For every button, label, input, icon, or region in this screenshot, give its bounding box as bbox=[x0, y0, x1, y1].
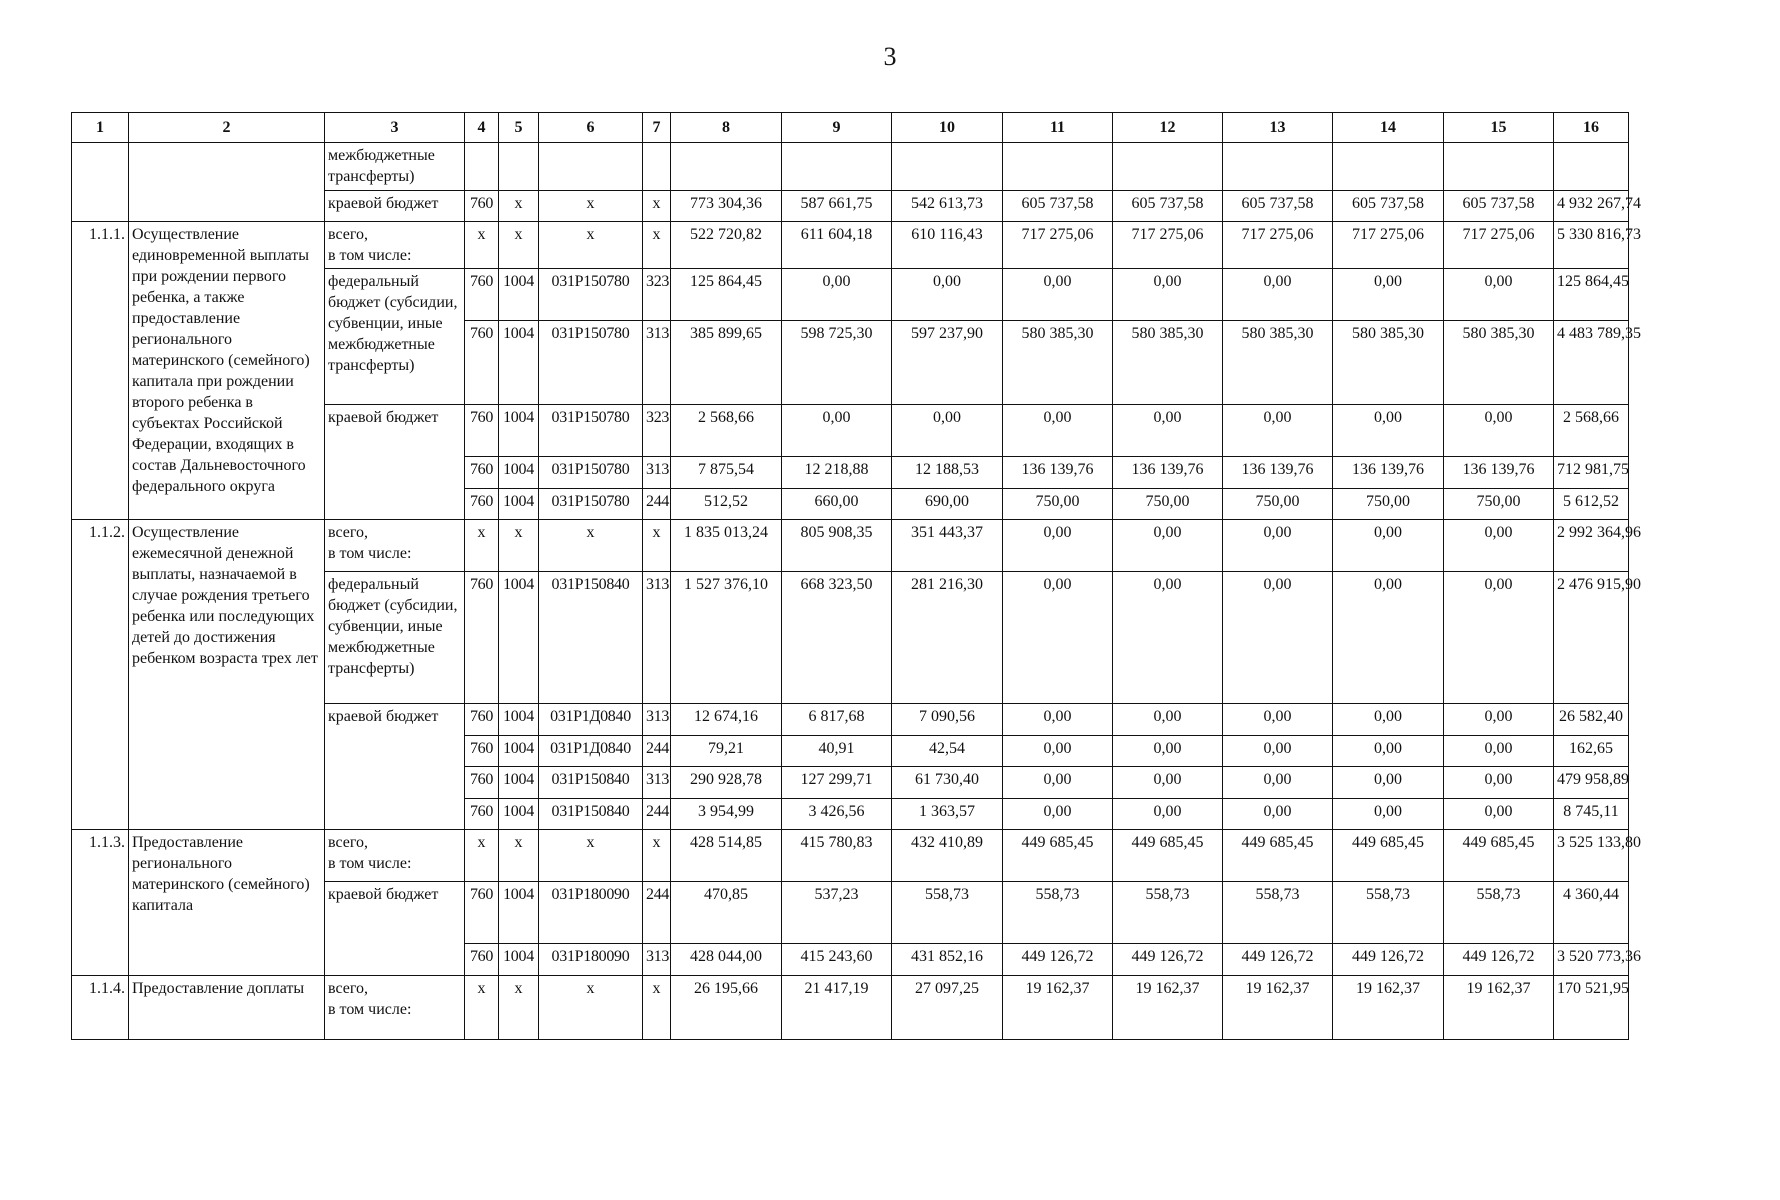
value-cell: 0,00 bbox=[1223, 269, 1333, 321]
value-cell: 313 bbox=[643, 944, 671, 976]
value-cell: 750,00 bbox=[1444, 489, 1554, 520]
value-cell: 1 363,57 bbox=[892, 799, 1003, 830]
value-cell: 0,00 bbox=[1223, 799, 1333, 830]
value-cell: 4 932 267,74 bbox=[1554, 191, 1629, 222]
value-cell: 580 385,30 bbox=[1223, 321, 1333, 405]
source-label: краевой бюджет bbox=[325, 882, 465, 976]
value-cell: 385 899,65 bbox=[671, 321, 782, 405]
col-header: 12 bbox=[1113, 113, 1223, 143]
value-cell: 522 720,82 bbox=[671, 222, 782, 269]
value-cell: 136 139,76 bbox=[1333, 457, 1444, 489]
col-header: 3 bbox=[325, 113, 465, 143]
total-label: всего, bbox=[328, 834, 369, 851]
value-cell: 0,00 bbox=[1223, 704, 1333, 736]
value-cell: 290 928,78 bbox=[671, 767, 782, 799]
value-cell: 244 bbox=[643, 736, 671, 767]
source-label bbox=[325, 976, 465, 1040]
value-cell: 0,00 bbox=[1113, 704, 1223, 736]
value-cell: 542 613,73 bbox=[892, 191, 1003, 222]
value-cell: 3 954,99 bbox=[671, 799, 782, 830]
value-cell: 0,00 bbox=[1223, 736, 1333, 767]
value-cell: 031P150840 bbox=[539, 767, 643, 799]
value-cell: 0,00 bbox=[1003, 736, 1113, 767]
value-cell: 031P150840 bbox=[539, 572, 643, 704]
value-cell: 8 745,11 bbox=[1554, 799, 1629, 830]
value-cell: 1004 bbox=[499, 944, 539, 976]
item-number: 1.1.2. bbox=[72, 520, 129, 830]
value-cell: 031P150780 bbox=[539, 489, 643, 520]
value-cell: 558,73 bbox=[1113, 882, 1223, 944]
value-cell: 750,00 bbox=[1113, 489, 1223, 520]
col-header: 15 bbox=[1444, 113, 1554, 143]
empty-cell bbox=[129, 143, 325, 222]
value-cell: 580 385,30 bbox=[1003, 321, 1113, 405]
value-cell: x bbox=[499, 520, 539, 572]
value-cell: 1 835 013,24 bbox=[671, 520, 782, 572]
value-cell: 1004 bbox=[499, 736, 539, 767]
value-cell: 470,85 bbox=[671, 882, 782, 944]
value-cell: 760 bbox=[465, 944, 499, 976]
value-cell: 0,00 bbox=[1113, 767, 1223, 799]
empty-cell bbox=[1223, 143, 1333, 191]
value-cell: x bbox=[539, 222, 643, 269]
item-name: Осуществление единовременной выплаты при рождении первого ребенка, а также предоставление регионального материнского (семейного) капитала при рождении второго ребенка в субъектах Российской Федерации, входящих в состав Дальневосточного федерального округа bbox=[129, 222, 325, 520]
value-cell: 0,00 bbox=[1113, 799, 1223, 830]
value-cell: 558,73 bbox=[1223, 882, 1333, 944]
value-cell: 136 139,76 bbox=[1223, 457, 1333, 489]
value-cell: 281 216,30 bbox=[892, 572, 1003, 704]
value-cell: 21 417,19 bbox=[782, 976, 892, 1040]
value-cell: x bbox=[539, 976, 643, 1040]
value-cell: 1004 bbox=[499, 572, 539, 704]
value-cell: 313 bbox=[643, 767, 671, 799]
value-cell: 0,00 bbox=[782, 405, 892, 457]
value-cell: 0,00 bbox=[1333, 405, 1444, 457]
empty-cell bbox=[892, 143, 1003, 191]
value-cell: 605 737,58 bbox=[1333, 191, 1444, 222]
value-cell: 760 bbox=[465, 321, 499, 405]
value-cell: 031P150780 bbox=[539, 269, 643, 321]
value-cell: 1004 bbox=[499, 767, 539, 799]
empty-cell bbox=[539, 143, 643, 191]
value-cell: 760 bbox=[465, 767, 499, 799]
value-cell: 136 139,76 bbox=[1003, 457, 1113, 489]
value-cell: 2 476 915,90 bbox=[1554, 572, 1629, 704]
value-cell: 717 275,06 bbox=[1113, 222, 1223, 269]
source-label: межбюджетные трансферты) bbox=[325, 143, 465, 191]
value-cell: x bbox=[539, 830, 643, 882]
value-cell: 580 385,30 bbox=[1333, 321, 1444, 405]
value-cell: 244 bbox=[643, 882, 671, 944]
value-cell: 323 bbox=[643, 269, 671, 321]
value-cell: x bbox=[499, 976, 539, 1040]
value-cell: 760 bbox=[465, 191, 499, 222]
value-cell: 244 bbox=[643, 799, 671, 830]
value-cell: 0,00 bbox=[892, 269, 1003, 321]
value-cell: 27 097,25 bbox=[892, 976, 1003, 1040]
empty-cell bbox=[465, 143, 499, 191]
empty-cell bbox=[1444, 143, 1554, 191]
value-cell: 031P150840 bbox=[539, 799, 643, 830]
value-cell: 125 864,45 bbox=[671, 269, 782, 321]
value-cell: 750,00 bbox=[1003, 489, 1113, 520]
value-cell: 5 612,52 bbox=[1554, 489, 1629, 520]
value-cell: 4 483 789,35 bbox=[1554, 321, 1629, 405]
including-label: в том числе: bbox=[328, 545, 412, 562]
header-row bbox=[72, 113, 1629, 143]
value-cell: 449 685,45 bbox=[1113, 830, 1223, 882]
value-cell: 1004 bbox=[499, 457, 539, 489]
value-cell: 668 323,50 bbox=[782, 572, 892, 704]
value-cell: 19 162,37 bbox=[1003, 976, 1113, 1040]
value-cell: 449 126,72 bbox=[1003, 944, 1113, 976]
value-cell: 610 116,43 bbox=[892, 222, 1003, 269]
value-cell: 0,00 bbox=[1444, 520, 1554, 572]
value-cell: 19 162,37 bbox=[1444, 976, 1554, 1040]
value-cell: 690,00 bbox=[892, 489, 1003, 520]
value-cell: 605 737,58 bbox=[1113, 191, 1223, 222]
value-cell: x bbox=[643, 191, 671, 222]
empty-cell bbox=[1554, 143, 1629, 191]
page-number: 3 bbox=[883, 42, 897, 71]
value-cell: 313 bbox=[643, 572, 671, 704]
value-cell: 0,00 bbox=[1333, 269, 1444, 321]
source-label bbox=[325, 520, 465, 572]
value-cell: 323 bbox=[643, 405, 671, 457]
value-cell: 558,73 bbox=[892, 882, 1003, 944]
value-cell: 558,73 bbox=[1003, 882, 1113, 944]
value-cell: 415 780,83 bbox=[782, 830, 892, 882]
budget-table bbox=[71, 112, 1641, 1040]
col-header: 7 bbox=[643, 113, 671, 143]
col-header: 2 bbox=[129, 113, 325, 143]
col-header: 11 bbox=[1003, 113, 1113, 143]
value-cell: 0,00 bbox=[1003, 767, 1113, 799]
table-row bbox=[72, 222, 1629, 269]
value-cell: 0,00 bbox=[1003, 572, 1113, 704]
value-cell: 0,00 bbox=[1113, 405, 1223, 457]
value-cell: 580 385,30 bbox=[1444, 321, 1554, 405]
value-cell: 580 385,30 bbox=[1113, 321, 1223, 405]
total-label: всего, bbox=[328, 980, 369, 997]
value-cell: 12 188,53 bbox=[892, 457, 1003, 489]
value-cell: 031P180090 bbox=[539, 882, 643, 944]
value-cell: 351 443,37 bbox=[892, 520, 1003, 572]
value-cell: 0,00 bbox=[1003, 520, 1113, 572]
empty-cell bbox=[671, 143, 782, 191]
value-cell: 031P180090 bbox=[539, 944, 643, 976]
value-cell: 760 bbox=[465, 882, 499, 944]
value-cell: 7 875,54 bbox=[671, 457, 782, 489]
value-cell: 12 218,88 bbox=[782, 457, 892, 489]
table-row bbox=[72, 520, 1629, 572]
value-cell: 449 126,72 bbox=[1223, 944, 1333, 976]
empty-cell bbox=[782, 143, 892, 191]
value-cell: 4 360,44 bbox=[1554, 882, 1629, 944]
col-header: 8 bbox=[671, 113, 782, 143]
value-cell: 449 126,72 bbox=[1333, 944, 1444, 976]
source-label bbox=[325, 830, 465, 882]
value-cell: 760 bbox=[465, 799, 499, 830]
value-cell: 537,23 bbox=[782, 882, 892, 944]
value-cell: 1004 bbox=[499, 704, 539, 736]
value-cell: 0,00 bbox=[892, 405, 1003, 457]
value-cell: 760 bbox=[465, 405, 499, 457]
value-cell: 031P1Д0840 bbox=[539, 704, 643, 736]
value-cell: x bbox=[643, 520, 671, 572]
value-cell: 1004 bbox=[499, 799, 539, 830]
value-cell: 0,00 bbox=[1223, 572, 1333, 704]
col-header: 13 bbox=[1223, 113, 1333, 143]
source-label: краевой бюджет bbox=[325, 704, 465, 830]
value-cell: 3 525 133,80 bbox=[1554, 830, 1629, 882]
col-header: 9 bbox=[782, 113, 892, 143]
col-header: 4 bbox=[465, 113, 499, 143]
value-cell: 0,00 bbox=[1223, 767, 1333, 799]
total-label: всего, bbox=[328, 226, 369, 243]
value-cell: 127 299,71 bbox=[782, 767, 892, 799]
value-cell: 0,00 bbox=[1223, 520, 1333, 572]
value-cell: 0,00 bbox=[1333, 572, 1444, 704]
table-row bbox=[72, 976, 1629, 1040]
value-cell: 449 685,45 bbox=[1444, 830, 1554, 882]
source-label: краевой бюджет bbox=[325, 191, 465, 222]
value-cell: 558,73 bbox=[1444, 882, 1554, 944]
value-cell: 031P150780 bbox=[539, 457, 643, 489]
value-cell: 313 bbox=[643, 457, 671, 489]
value-cell: x bbox=[643, 976, 671, 1040]
col-header: 5 bbox=[499, 113, 539, 143]
value-cell: 660,00 bbox=[782, 489, 892, 520]
value-cell: 26 582,40 bbox=[1554, 704, 1629, 736]
value-cell: 0,00 bbox=[1444, 704, 1554, 736]
value-cell: 760 bbox=[465, 457, 499, 489]
item-number: 1.1.4. bbox=[72, 976, 129, 1040]
value-cell: 760 bbox=[465, 704, 499, 736]
value-cell: 0,00 bbox=[1333, 704, 1444, 736]
value-cell: 750,00 bbox=[1333, 489, 1444, 520]
empty-cell bbox=[643, 143, 671, 191]
value-cell: 587 661,75 bbox=[782, 191, 892, 222]
value-cell: 0,00 bbox=[1444, 767, 1554, 799]
empty-cell bbox=[1333, 143, 1444, 191]
value-cell: x bbox=[465, 976, 499, 1040]
value-cell: 0,00 bbox=[1113, 269, 1223, 321]
source-label: федеральный бюджет (субсидии, субвенции, иные межбюджетные трансферты) bbox=[325, 269, 465, 405]
value-cell: 136 139,76 bbox=[1113, 457, 1223, 489]
value-cell: 1004 bbox=[499, 489, 539, 520]
total-label: всего, bbox=[328, 524, 369, 541]
value-cell: 558,73 bbox=[1333, 882, 1444, 944]
value-cell: 605 737,58 bbox=[1223, 191, 1333, 222]
value-cell: 0,00 bbox=[1113, 572, 1223, 704]
value-cell: 717 275,06 bbox=[1444, 222, 1554, 269]
value-cell: 40,91 bbox=[782, 736, 892, 767]
value-cell: 19 162,37 bbox=[1333, 976, 1444, 1040]
value-cell: 0,00 bbox=[1003, 269, 1113, 321]
item-number: 1.1.1. bbox=[72, 222, 129, 520]
value-cell: 449 126,72 bbox=[1444, 944, 1554, 976]
value-cell: 0,00 bbox=[1113, 520, 1223, 572]
value-cell: 1004 bbox=[499, 882, 539, 944]
including-label: в том числе: bbox=[328, 1001, 412, 1018]
item-name: Осуществление ежемесячной денежной выплаты, назначаемой в случае рождения третьего ребенка или последующих детей до достижения ребенком возраста трех лет bbox=[129, 520, 325, 830]
value-cell: 717 275,06 bbox=[1003, 222, 1113, 269]
value-cell: 1004 bbox=[499, 405, 539, 457]
value-cell: 512,52 bbox=[671, 489, 782, 520]
col-header: 1 bbox=[72, 113, 129, 143]
value-cell: 1 527 376,10 bbox=[671, 572, 782, 704]
value-cell: 244 bbox=[643, 489, 671, 520]
value-cell: 0,00 bbox=[1333, 520, 1444, 572]
value-cell: x bbox=[465, 520, 499, 572]
col-header: 10 bbox=[892, 113, 1003, 143]
empty-cell bbox=[72, 143, 129, 222]
value-cell: 605 737,58 bbox=[1003, 191, 1113, 222]
value-cell: 760 bbox=[465, 572, 499, 704]
value-cell: 717 275,06 bbox=[1333, 222, 1444, 269]
value-cell: 031P1Д0840 bbox=[539, 736, 643, 767]
value-cell: 3 426,56 bbox=[782, 799, 892, 830]
value-cell: 6 817,68 bbox=[782, 704, 892, 736]
value-cell: 1004 bbox=[499, 321, 539, 405]
value-cell: 79,21 bbox=[671, 736, 782, 767]
value-cell: 0,00 bbox=[1444, 269, 1554, 321]
value-cell: 0,00 bbox=[1003, 799, 1113, 830]
source-label: краевой бюджет bbox=[325, 405, 465, 520]
value-cell: 7 090,56 bbox=[892, 704, 1003, 736]
value-cell: 805 908,35 bbox=[782, 520, 892, 572]
value-cell: 0,00 bbox=[1333, 799, 1444, 830]
value-cell: 449 685,45 bbox=[1223, 830, 1333, 882]
value-cell: 598 725,30 bbox=[782, 321, 892, 405]
value-cell: 313 bbox=[643, 704, 671, 736]
value-cell: 760 bbox=[465, 736, 499, 767]
table-row bbox=[72, 143, 1629, 191]
value-cell: 0,00 bbox=[1223, 405, 1333, 457]
value-cell: x bbox=[643, 222, 671, 269]
value-cell: 432 410,89 bbox=[892, 830, 1003, 882]
value-cell: 2 568,66 bbox=[671, 405, 782, 457]
value-cell: 611 604,18 bbox=[782, 222, 892, 269]
value-cell: 1004 bbox=[499, 269, 539, 321]
value-cell: 26 195,66 bbox=[671, 976, 782, 1040]
value-cell: 5 330 816,73 bbox=[1554, 222, 1629, 269]
value-cell: 313 bbox=[643, 321, 671, 405]
value-cell: 760 bbox=[465, 489, 499, 520]
value-cell: 415 243,60 bbox=[782, 944, 892, 976]
source-label: федеральный бюджет (субсидии, субвенции, иные межбюджетные трансферты) bbox=[325, 572, 465, 704]
value-cell: 3 520 773,36 bbox=[1554, 944, 1629, 976]
source-label bbox=[325, 222, 465, 269]
col-header: 6 bbox=[539, 113, 643, 143]
value-cell: 479 958,89 bbox=[1554, 767, 1629, 799]
value-cell: 428 514,85 bbox=[671, 830, 782, 882]
value-cell: x bbox=[499, 222, 539, 269]
empty-cell bbox=[1003, 143, 1113, 191]
value-cell: 12 674,16 bbox=[671, 704, 782, 736]
table-row bbox=[72, 830, 1629, 882]
col-header: 16 bbox=[1554, 113, 1629, 143]
value-cell: 0,00 bbox=[1003, 704, 1113, 736]
value-cell: 597 237,90 bbox=[892, 321, 1003, 405]
value-cell: 760 bbox=[465, 269, 499, 321]
value-cell: 031P150780 bbox=[539, 405, 643, 457]
value-cell: 449 685,45 bbox=[1333, 830, 1444, 882]
value-cell: 2 992 364,96 bbox=[1554, 520, 1629, 572]
item-number: 1.1.3. bbox=[72, 830, 129, 976]
value-cell: 0,00 bbox=[1444, 799, 1554, 830]
value-cell: 773 304,36 bbox=[671, 191, 782, 222]
value-cell: 712 981,75 bbox=[1554, 457, 1629, 489]
value-cell: 19 162,37 bbox=[1223, 976, 1333, 1040]
value-cell: 0,00 bbox=[1444, 572, 1554, 704]
value-cell: 42,54 bbox=[892, 736, 1003, 767]
col-header: 14 bbox=[1333, 113, 1444, 143]
value-cell: 605 737,58 bbox=[1444, 191, 1554, 222]
value-cell: 428 044,00 bbox=[671, 944, 782, 976]
value-cell: 449 685,45 bbox=[1003, 830, 1113, 882]
value-cell: x bbox=[499, 191, 539, 222]
value-cell: 0,00 bbox=[782, 269, 892, 321]
including-label: в том числе: bbox=[328, 247, 412, 264]
value-cell: 162,65 bbox=[1554, 736, 1629, 767]
value-cell: 170 521,95 bbox=[1554, 976, 1629, 1040]
value-cell: 61 730,40 bbox=[892, 767, 1003, 799]
value-cell: 031P150780 bbox=[539, 321, 643, 405]
value-cell: 0,00 bbox=[1333, 767, 1444, 799]
value-cell: x bbox=[539, 520, 643, 572]
empty-cell bbox=[499, 143, 539, 191]
value-cell: 0,00 bbox=[1444, 405, 1554, 457]
empty-cell bbox=[1113, 143, 1223, 191]
value-cell: 0,00 bbox=[1113, 736, 1223, 767]
value-cell: 449 126,72 bbox=[1113, 944, 1223, 976]
value-cell: x bbox=[465, 222, 499, 269]
value-cell: 717 275,06 bbox=[1223, 222, 1333, 269]
value-cell: 125 864,45 bbox=[1554, 269, 1629, 321]
item-name: Предоставление регионального материнского (семейного) капитала bbox=[129, 830, 325, 976]
value-cell: 750,00 bbox=[1223, 489, 1333, 520]
item-name: Предоставление доплаты bbox=[129, 976, 325, 1040]
value-cell: 431 852,16 bbox=[892, 944, 1003, 976]
value-cell: 0,00 bbox=[1444, 736, 1554, 767]
value-cell: 0,00 bbox=[1333, 736, 1444, 767]
value-cell: x bbox=[499, 830, 539, 882]
value-cell: 0,00 bbox=[1003, 405, 1113, 457]
value-cell: x bbox=[539, 191, 643, 222]
value-cell: 136 139,76 bbox=[1444, 457, 1554, 489]
value-cell: x bbox=[465, 830, 499, 882]
value-cell: 19 162,37 bbox=[1113, 976, 1223, 1040]
including-label: в том числе: bbox=[328, 855, 412, 872]
value-cell: x bbox=[643, 830, 671, 882]
value-cell: 2 568,66 bbox=[1554, 405, 1629, 457]
